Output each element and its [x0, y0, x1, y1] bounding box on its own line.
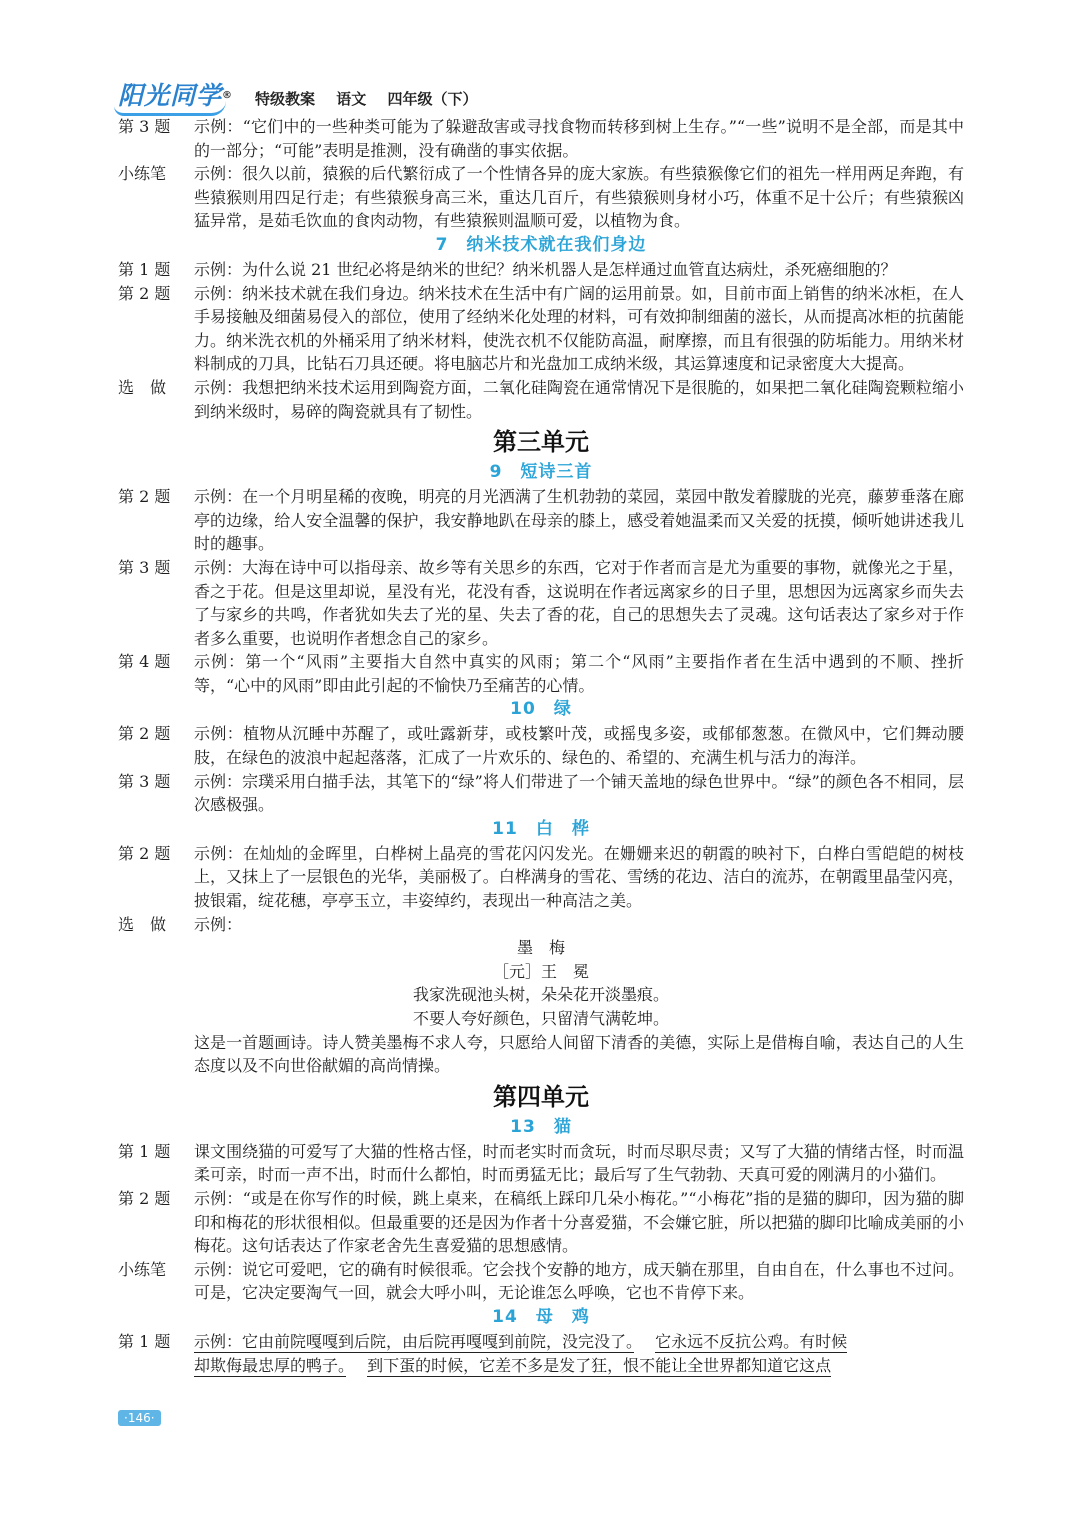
- answer-item: [118, 842, 964, 913]
- question-label: 选 做: [118, 377, 167, 397]
- answer-text: 示例：纳米技术就在我们身边。纳米技术在生活中有广阔的运用前景。如，目前市面上销售的纳米冰柜，在人手易接触及细菌易侵入的部位，使用了经纳米化处理的材料，可有效抑制细菌的滋长，从而提高冰柜的抗菌能力。纳米洗衣机的外桶采用了纳米材料，使洗衣机不仅能防高温，耐摩擦，而且有很强的防垢能力。用纳米材料制成的刀具，比钻石刀具还硬。将电脑芯片和光盘加工成纳米级，其运算速度和记录密度大大提高。: [194, 283, 964, 374]
- poem-line: 不要人夸好颜色，只留清气满乾坤。: [412, 1009, 669, 1028]
- answer-text: 示例：植物从沉睡中苏醒了，或吐露新芽，或枝繁叶茂，或摇曳多姿，或郁郁葱葱。在微风中，它们舞动腰肢，在绿色的波浪中起起落落，汇成了一片欢乐的、绿色的、希望的、充满生机与活力的海洋。: [194, 724, 964, 768]
- answer-item: [118, 722, 964, 769]
- page-number: ·146·: [118, 1410, 161, 1426]
- answer-text: 示例：宗璞采用白描手法，其笔下的“绿”将人们带进了一个铺天盖地的绿色世界中。“绿”的颜色各不相同，层次感极强。: [194, 771, 964, 815]
- underlined-sentence: 它永远不反抗公鸡。有时候: [655, 1331, 848, 1351]
- underlined-sentence: 却欺侮最忠厚的鸭子。: [194, 1355, 347, 1375]
- answer-item: [118, 485, 964, 556]
- question-label: 小练笔: [118, 164, 167, 184]
- grade: 四年级（下）: [387, 90, 478, 108]
- question-label: 第 1 题: [118, 259, 171, 279]
- question-label: 第 3 题: [118, 557, 171, 577]
- answer-text: 示例：: [194, 914, 243, 934]
- answer-item: [118, 556, 964, 650]
- question-label: 第 2 题: [118, 487, 171, 507]
- logo-swoosh-icon: [114, 101, 226, 116]
- lesson-title: 11 白 桦: [492, 818, 590, 839]
- answer-text: 示例：大海在诗中可以指母亲、故乡等有关思乡的东西，它对于作者而言是尤为重要的事物，就像光之于星，香之于花。但是这里却说，星没有光，花没有香，这说明在作者远离家乡的日子里，思想因为远离家乡而失去了与家乡的共鸣，作者犹如失去了光的星、失去了香的花，自己的思想失去了灵魂。这句话表达了家乡对于作者多么重要，也说明作者想念自己的家乡。: [194, 557, 964, 648]
- answer-text: 示例：第一个“风雨”主要指大自然中真实的风雨；第二个“风雨”主要指作者在生活中遇到的不顺、挫折等，“心中的风雨”即由此引起的不愉快乃至痛苦的心情。: [194, 652, 964, 695]
- answer-item: [118, 1330, 964, 1377]
- lesson-title: 7 纳米技术就在我们身边: [435, 234, 647, 255]
- page-content: [118, 115, 964, 1377]
- answer-text: 课文围绕猫的可爱写了大猫的性格古怪，时而老实时而贪玩，时而尽职尽责；又写了大猫的情绪古怪，时而温柔可亲，时而一声不出，时而什么都怕，时而勇猛无比；最后写了生气勃勃、天真可爱的刚满月的小猫们。: [194, 1141, 964, 1185]
- answer-item: [118, 162, 964, 233]
- poem-title: 墨 梅: [516, 938, 565, 958]
- lesson-title: 13 猫: [510, 1116, 572, 1137]
- question-label: 第 1 题: [118, 1141, 171, 1161]
- brand-logo: 阳光同学®: [118, 82, 233, 110]
- subject: 语文: [336, 90, 367, 108]
- lesson-title: 10 绿: [510, 699, 572, 720]
- question-label: 第 2 题: [118, 1188, 171, 1208]
- answer-item: [118, 1187, 964, 1258]
- answer-item: [118, 1140, 964, 1187]
- answer-item: [118, 913, 964, 937]
- answer-text: 示例：很久以前，猿猴的后代繁衍成了一个性情各异的庞大家族。有些猿猴像它们的祖先一样用两足奔跑，有些猿猴则用四足行走；有些猿猴身高三米，重达几百斤，有些猿猴则身材小巧，体重不足十公斤；有些猿猴凶猛异常，是茹毛饮血的食肉动物，有些猿猴则温顺可爱，以植物为食。: [194, 164, 964, 231]
- unit-title: 第三单元: [493, 427, 589, 457]
- question-label: 第 2 题: [118, 843, 171, 863]
- answer-text: 示例：为什么说 21 世纪必将是纳米的世纪？纳米机器人是怎样通过血管直达病灶，杀死癌细胞的？: [194, 259, 897, 279]
- question-label: 小练笔: [118, 1259, 167, 1279]
- underlined-sentence: 示例：它由前院嘎嘎到后院，由后院再嘎嘎到前院，没完没了。: [194, 1331, 635, 1351]
- underlined-sentence: 到下蛋的时候，它差不多是发了狂，恨不能让全世界都知道它这点: [367, 1355, 832, 1375]
- book-title: 特级教案: [255, 90, 316, 108]
- lesson-title: 9 短诗三首: [489, 462, 593, 483]
- answer-text: 示例：“或是在你写作的时候，跳上桌来，在稿纸上踩印几朵小梅花。”“小梅花”指的是猫的脚印，因为猫的脚印和梅花的形状很相似。但最重要的还是因为作者十分喜爱猫，不会嫌它脏，所以把猫的脚印比喻成美丽的小梅花。这句话表达了作家老舍先生喜爱猫的思想感情。: [194, 1188, 964, 1256]
- poem-author: ［元］王 冕: [492, 961, 589, 981]
- header-info: [255, 88, 494, 110]
- answer-text: 这是一首题画诗。诗人赞美墨梅不求人夸，只愿给人间留下清香的美德，实际上是借梅自喻，表达自己的人生态度以及不向世俗献媚的高尚情操。: [194, 1032, 964, 1076]
- question-label: 第 3 题: [118, 117, 171, 136]
- answer-item: [118, 282, 964, 376]
- question-label: 第 2 题: [118, 724, 171, 744]
- answer-item: [118, 650, 964, 697]
- question-label: 选 做: [118, 914, 167, 934]
- answer-text: 示例：在一个月明星稀的夜晚，明亮的月光洒满了生机勃勃的菜园，菜园中散发着朦胧的光亮，藤萝垂落在廊亭的边缘，给人安全温馨的保护，我安静地趴在母亲的膝上，感受着她温柔而又关爱的抚摸，倾听她讲述我儿时的趣事。: [194, 487, 964, 554]
- answer-item: [118, 1258, 964, 1305]
- answer-text: 示例：“它们中的一些种类可能为了躲避敌害或寻找食物而转移到树上生存。”“一些”说明不是全部，而是其中的一部分；“可能”表明是推测，没有确凿的事实依据。: [194, 117, 964, 160]
- question-label: 第 4 题: [118, 652, 171, 672]
- question-label: 第 3 题: [118, 771, 171, 791]
- answer-text: 示例：在灿灿的金晖里，白桦树上晶亮的雪花闪闪发光。在姗姗来迟的朝霞的映衬下，白桦白雪皑皑的树枝上，又抹上了一层银色的光华，美丽极了。白桦满身的雪花、雪绣的花边、洁白的流苏，在朝霞里晶莹闪亮，披银霜，绽花穗，亭亭玉立，丰姿绰约，表现出一种高洁之美。: [194, 843, 964, 911]
- lesson-title: 14 母 鸡: [492, 1306, 590, 1327]
- answer-text: [194, 1330, 964, 1377]
- poem-line: 我家洗砚池头树，朵朵花开淡墨痕。: [412, 985, 669, 1005]
- question-label: 第 2 题: [118, 283, 171, 303]
- answer-text: 示例：说它可爱吧，它的确有时候很乖。它会找个安静的地方，成天躺在那里，自由自在，什么事也不过问。可是，它决定要淘气一回，就会大呼小叫，无论谁怎么呼唤，它也不肯停下来。: [194, 1259, 964, 1303]
- page-header: [118, 74, 978, 110]
- unit-title: 第四单元: [493, 1081, 589, 1111]
- answer-text: 示例：我想把纳米技术运用到陶瓷方面，二氧化硅陶瓷在通常情况下是很脆的，如果把二氧化硅陶瓷颗粒缩小到纳米级时，易碎的陶瓷就具有了韧性。: [194, 377, 964, 421]
- answer-item: [118, 376, 964, 423]
- answer-item: [118, 258, 964, 282]
- answer-item: [118, 770, 964, 817]
- question-label: 第 1 题: [118, 1331, 171, 1351]
- answer-item: [118, 115, 964, 162]
